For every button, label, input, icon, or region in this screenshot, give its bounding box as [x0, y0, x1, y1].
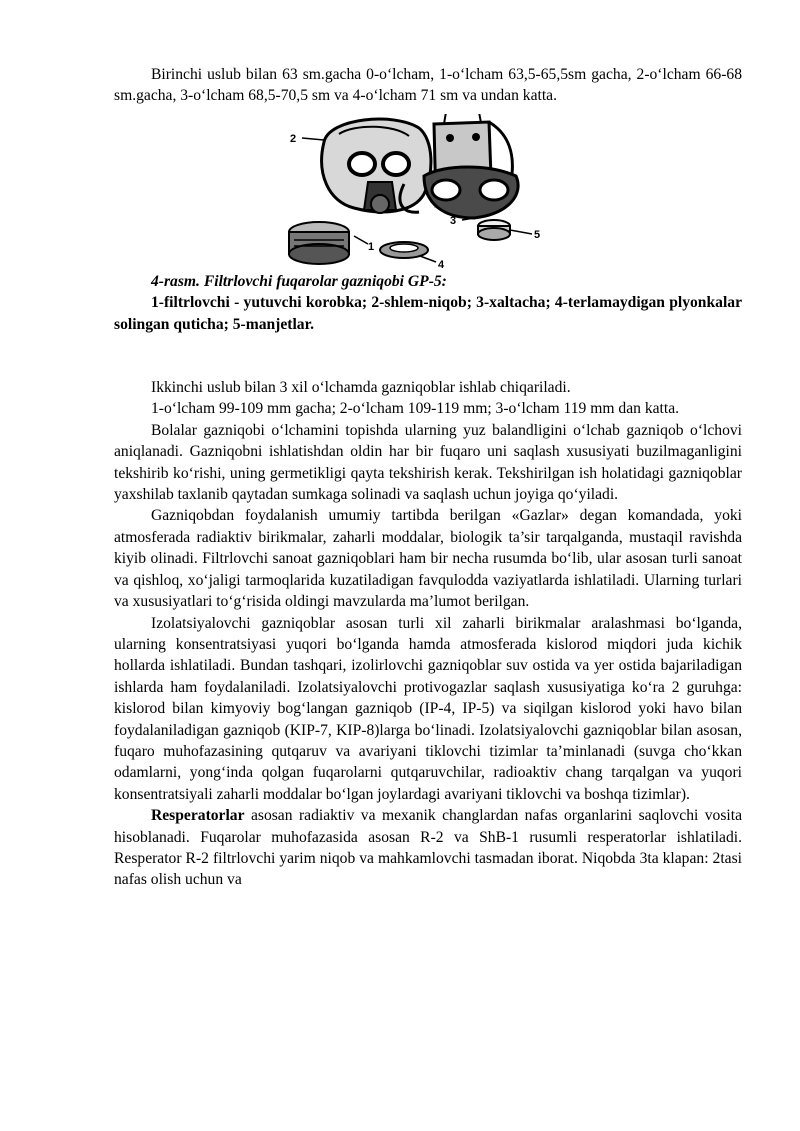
callout-3: 3: [450, 214, 457, 227]
figure-title: 4-rasm. Filtrlovchi fuqarolar gazniqobi GP-5:: [151, 272, 447, 290]
paragraph: 1-o‘lcham 99-109 mm gacha; 2-o‘lcham 109-119 mm; 3-o‘lcham 119 mm dan katta.: [151, 400, 680, 418]
helmet-mask-drawing: [322, 119, 431, 213]
document-page: [114, 64, 742, 891]
paragraph: Izolatsiyalovchi gazniqoblar asosan turli xil zaharli birikmalar aralashmasi bo‘lganda, ularning konsentratsiyasi yuqori bo‘lganda hamda atmosferada kislorod miqdori juda kichik hollarda ishlatiladi. Bundan tashqari, izolirlovchi gazniqoblar suv ostida va yer ostida bajariladigan ishlarda ham foydalaniladi. Izolatsiyalovchi protivogazlar saqlash xususiyatiga ko‘ra 2 guruhga: kislorod bilan kimyoviy bog‘langan gazniqob (IP-4, IP-5) va siqilgan kislorod yoki havo bilan foydalaniladigan gazniqob (KIP-7, KIP-8)larga bo‘linadi. Izolatsiyalovchi gazniqoblar bilan asosan, fuqaro muhofazasining qutqaruv va avariyani tiklovchi tizimlar ta’minlanadi (suvga cho‘kkan odamlarni, yong‘inda qolgan fuqarolarni qutqaruvchilar, radioaktiv chang tarqalgan va yuqori konsentratsiyali zaharli moddalar bo‘lgan joylardagi avariyani tiklovchi va boshqa tizimlar).: [114, 614, 742, 803]
filter-canister-drawing: [289, 222, 349, 264]
callout-5: 5: [534, 228, 541, 241]
figure-legend: 1-filtrlovchi - yutuvchi korobka; 2-shlem-niqob; 3-xaltacha; 4-terlamaydigan plyonkalar solingan quticha; 5-manjetlar.: [114, 294, 742, 333]
callout-1: 1: [368, 240, 375, 253]
respirators-term: Resperatorlar: [151, 807, 245, 825]
respirators-text: asosan radiaktiv va mexanik changlardan nafas organlarini saqlovchi vosita hisoblanadi. Fuqarolar muhofazasida asosan R-2 va ShB-1 rusumli resperatorlar ishlatiladi. Resperator R-2 filtrlovchi yarim niqob va mahkamlovchi tasmadan iborat. Niqobda 3ta klapan: 2tasi nafas olish uchun va: [114, 807, 742, 889]
paragraph: Birinchi uslub bilan 63 sm.gacha 0-o‘lcham, 1-o‘lcham 63,5-65,5sm gacha, 2-o‘lcham 66-68 sm.gacha, 3-o‘lcham 68,5-70,5 sm va 4-o‘lcham 71 sm va undan katta.: [114, 66, 742, 105]
figure-caption: [114, 271, 742, 335]
callout-2: 2: [290, 132, 297, 145]
paragraph-respirators: [114, 805, 742, 891]
gas-mask-illustration: [284, 114, 574, 270]
spacer: [114, 335, 742, 377]
cuffs-drawing: [478, 220, 510, 240]
paragraph: Gazniqobdan foydalanish umumiy tartibda berilgan «Gazlar» degan komandada, yoki atmosferada radiaktiv birikmalar, zaharli moddalar, biologik ta’sir tarqalganda, mustaqil ravishda kiyib olinadi. Filtrlovchi sanoat gazniqoblari ham bir necha rusumda bo‘lib, ular asosan turli sanoat va qishloq, xo‘jaligi tarmoqlarida kuzatiladigan favqulodda vaziyatlarda ishlatiladi. Ularning turlari va xususiyatlari to‘g‘risida oldingi mavzularda ma’lumot berilgan.: [114, 507, 742, 611]
paragraph: Bolalar gazniqobi o‘lchamini topishda ularning yuz balandligini o‘lchab gazniqob o‘lchovi aniqlanadi. Gazniqobni ishlatishdan oldin har bir fuqaro uni saqlash xususiyati buzilmaganligini tekshirib ko‘rishi, uning germetikligi qayta tekshirish kerak. Tekshirilgan ish holatidagi gazniqoblar yaxshilab taxlanib qaytadan sumkaga solinadi va saqlash uchun joyiga qo‘yiladi.: [114, 421, 742, 504]
callout-4: 4: [438, 258, 445, 270]
paragraph: Ikkinchi uslub bilan 3 xil o‘lchamda gazniqoblar ishlab chiqariladi.: [151, 379, 571, 397]
figure-gas-mask: [114, 114, 742, 270]
